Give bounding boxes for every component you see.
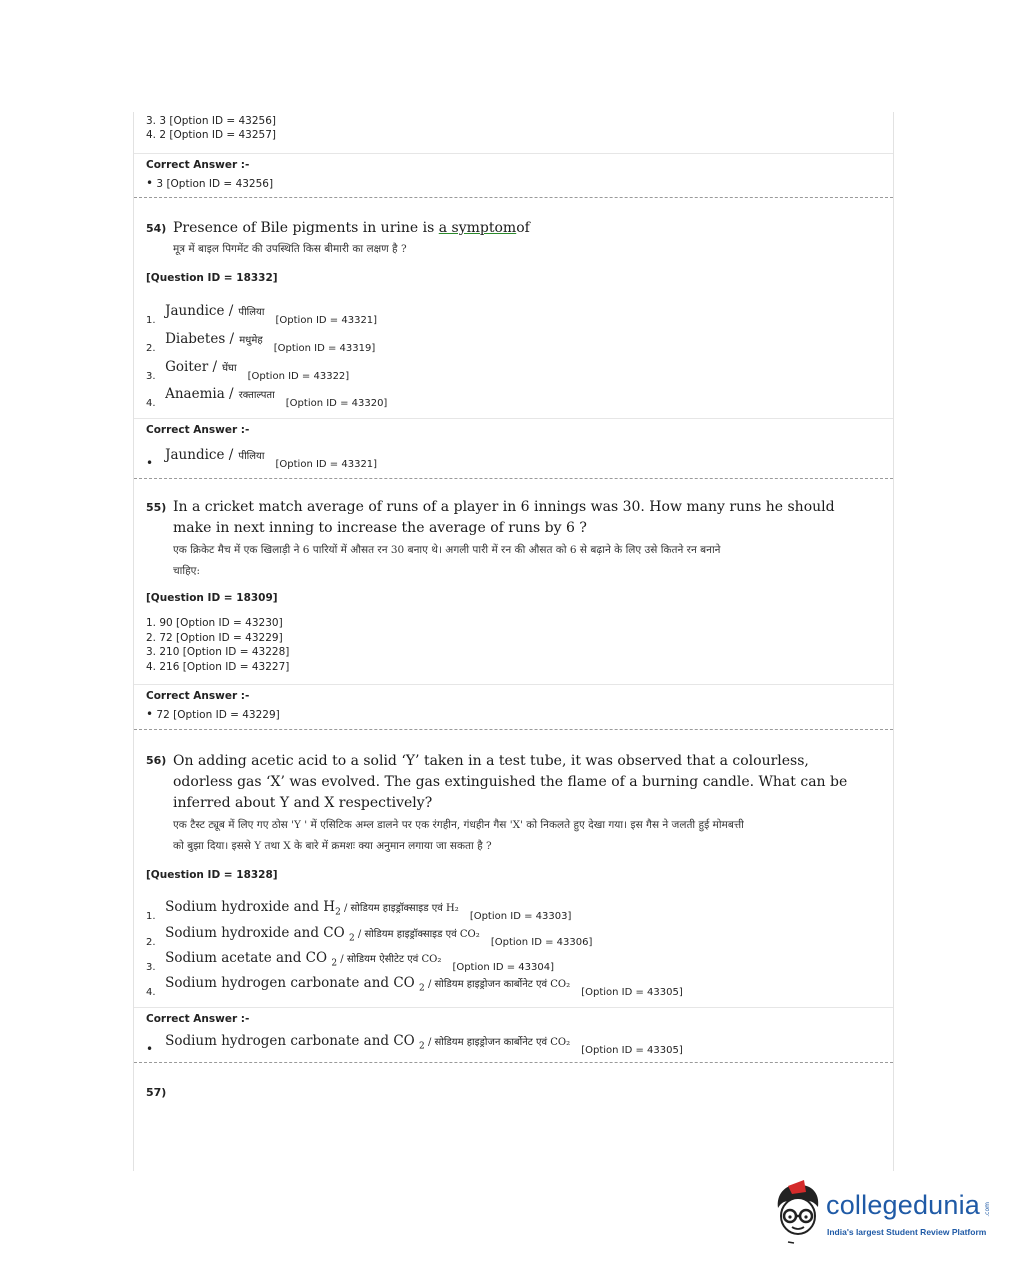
question-text-line-2: odorless gas ‘X’ was evolved. The gas extinguished the flame of a burning candle. What can be: [173, 774, 848, 790]
question-text-hindi-1: एक टैस्ट ट्यूब में लिए गए ठोस 'Y ' में एसिटिक अम्ल डालने पर एक रंगहीन, गंधहीन गैस 'X' को निकलते हुए देखा गया। इस गैस ने जलती हुई मोमबत्ती: [173, 819, 744, 831]
question-number: 57): [146, 1086, 167, 1099]
question-number: 55): [146, 501, 167, 514]
correct-answer: • Sodium hydrogen carbonate and CO $_2$ / सोडियम हाइड्रोजन कार्बोनेट एवं CO₂ $_{[Option ID = 43305]}$: [146, 1033, 683, 1056]
question-text: Presence of Bile pigments in urine is a symptomof: [173, 220, 530, 236]
logo-wordmark: collegedunia: [826, 1190, 981, 1220]
question-separator: [134, 197, 893, 198]
option-1: 1. 90 [Option ID = 43230]: [146, 617, 283, 629]
option-3: 3. Goiter / घेंघा $_{[Option ID = 43322]}$: [146, 359, 350, 382]
question-text-line-1: In a cricket match average of runs of a player in 6 innings was 30. How many runs he should: [173, 499, 835, 515]
question-text-hindi-2: चाहिए:: [173, 565, 201, 577]
question-number: 56): [146, 754, 167, 767]
option-3: 3. Sodium acetate and CO $_2$ / सोडियम ऐसीटेट एवं CO₂ $_{[Option ID = 43304]}$: [146, 950, 554, 973]
correct-answer-label: Correct Answer :-: [146, 690, 250, 702]
question-text-line-2: make in next inning to increase the average of runs by 6 ?: [173, 520, 587, 536]
question-separator: [134, 478, 893, 479]
option-3: 3. 210 [Option ID = 43228]: [146, 646, 290, 658]
question-id: [Question ID = 18309]: [146, 592, 278, 604]
logo-tagline: India's largest Student Review Platform: [827, 1227, 987, 1237]
correct-answer: • Jaundice / पीलिया $_{[Option ID = 43321]}$: [146, 447, 378, 470]
question-separator: [134, 729, 893, 730]
question-text-line-1: On adding acetic acid to a solid ‘Y’ taken in a test tube, it was observed that a colourless,: [173, 753, 809, 769]
student-mascot-icon: [770, 1180, 826, 1244]
question-id: [Question ID = 18332]: [146, 272, 278, 284]
option-4: 4. Sodium hydrogen carbonate and CO $_2$ / सोडियम हाइड्रोजन कार्बोनेट एवं CO₂ $_{[Option ID = 43305]}$: [146, 975, 683, 998]
option-2: 2. Sodium hydroxide and CO $_2$ / सोडियम हाइड्रॉक्साइड एवं CO₂ $_{[Option ID = 43306]}$: [146, 925, 593, 948]
question-paper-page: [133, 112, 894, 1171]
divider: [134, 1007, 893, 1008]
question-text-hindi-1: एक क्रिकेट मैच में एक खिलाड़ी ने 6 पारियों में औसत रन 30 बनाए थे। अगली पारी में रन की औसत को 6 से बढ़ाने के लिए उसे कितने रन बनाने: [173, 544, 721, 556]
bullet-icon: •: [146, 1042, 154, 1056]
correct-answer-label: Correct Answer :-: [146, 1013, 250, 1025]
question-separator: [134, 1062, 893, 1063]
divider: [134, 418, 893, 419]
question-text-line-3: inferred about Y and X respectively?: [173, 795, 433, 811]
collegedunia-logo: [770, 1180, 1000, 1250]
prev-option-4: 4. 2 [Option ID = 43257]: [146, 129, 277, 141]
option-2: 2. 72 [Option ID = 43229]: [146, 632, 283, 644]
question-number: 54): [146, 222, 167, 235]
question-id: [Question ID = 18328]: [146, 869, 278, 881]
correct-answer-label: Correct Answer :-: [146, 159, 250, 171]
divider: [134, 153, 893, 154]
bullet-icon: •: [146, 176, 154, 190]
bullet-icon: •: [146, 456, 154, 470]
divider: [134, 684, 893, 685]
prev-option-3: 3. 3 [Option ID = 43256]: [146, 115, 277, 127]
correct-answer: • 72 [Option ID = 43229]: [146, 707, 280, 721]
option-1: 1. Jaundice / पीलिया $_{[Option ID = 43321]}$: [146, 303, 378, 326]
option-1: 1. Sodium hydroxide and $H_2$ / सोडियम हाइड्रॉक्साइड एवं H₂ $_{[Option ID = 43303]}$: [146, 899, 572, 922]
correct-answer: • 3 [Option ID = 43256]: [146, 176, 274, 190]
option-4: 4. 216 [Option ID = 43227]: [146, 661, 290, 673]
logo-domain: .com: [984, 1202, 991, 1217]
question-text-hindi-2: को बुझा दिया। इससे Y तथा X के बारे में क्रमशः क्या अनुमान लगाया जा सकता है ?: [173, 840, 492, 852]
correct-answer-label: Correct Answer :-: [146, 424, 250, 436]
option-2: 2. Diabetes / मधुमेह $_{[Option ID = 43319]}$: [146, 331, 376, 354]
bullet-icon: •: [146, 707, 154, 721]
option-4: 4. Anaemia / रक्ताल्पता $_{[Option ID = 43320]}$: [146, 386, 388, 409]
question-text-hindi: मूत्र में बाइल पिगमेंट की उपस्थिति किस बीमारी का लक्षण है ?: [173, 243, 407, 255]
